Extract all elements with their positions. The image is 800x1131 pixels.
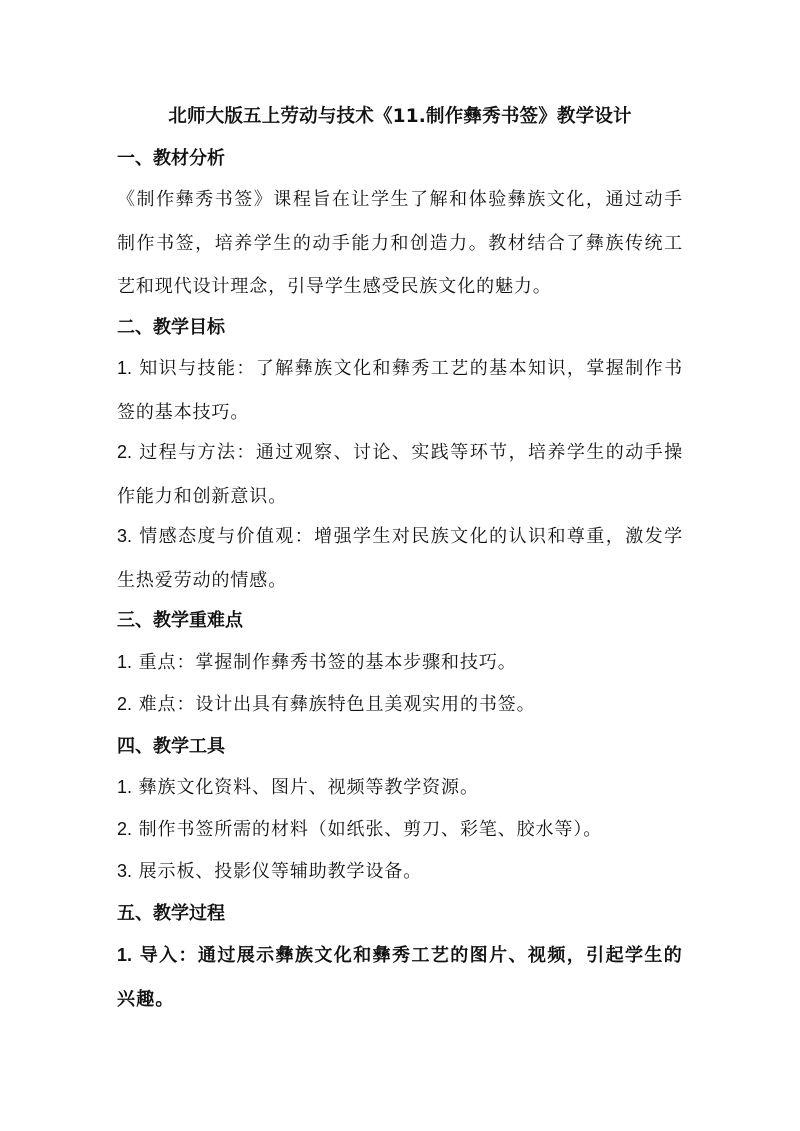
list-item-text: 制作书签所需的材料（如纸张、剪刀、彩笔、胶水等）。: [138, 819, 603, 840]
section-heading-teaching-process: 五、教学过程: [117, 903, 225, 924]
list-item-text: 过程与方法：通过观察、讨论、实践等环节，培养学生的动手操作能力和创新意识。: [117, 442, 683, 507]
list-item: [117, 641, 683, 685]
document-title: 北师大版五上劳动与技术《11.制作彝秀书签》教学设计: [168, 106, 632, 127]
list-item-number: 1.: [117, 777, 133, 797]
list-item-number: 1.: [117, 945, 133, 965]
section-heading-teaching-objectives: 二、教学目标: [117, 317, 225, 338]
list-item-number: 1.: [117, 358, 133, 378]
list-item-number: 3.: [117, 526, 133, 546]
list-item-number: 2.: [117, 694, 133, 714]
list-item-text: 知识与技能：了解彝族文化和彝秀工艺的基本知识，掌握制作书签的基本技巧。: [117, 358, 683, 423]
list-item-number: 2.: [117, 819, 133, 839]
list-item-text: 彝族文化资料、图片、视频等教学资源。: [138, 777, 479, 798]
list-item: [117, 766, 683, 810]
list-item: [117, 850, 683, 894]
list-item: [117, 683, 683, 727]
list-item-number: 1.: [117, 652, 133, 672]
section-paragraph-textbook-analysis: 《制作彝秀书签》课程旨在让学生了解和体验彝族文化，通过动手制作书签，培养学生的动手能力和创造力。教材结合了彝族传统工艺和现代设计理念，引导学生感受民族文化的魅力。: [117, 189, 683, 297]
list-item: [117, 347, 683, 434]
list-item-text: 展示板、投影仪等辅助教学设备。: [138, 861, 423, 882]
list-item: [117, 934, 683, 1021]
section-heading-textbook-analysis: 一、教材分析: [117, 148, 225, 169]
list-item-text: 难点：设计出具有彝族特色且美观实用的书签。: [138, 694, 536, 715]
list-item: [117, 515, 683, 602]
list-item-text: 导入：通过展示彝族文化和彝秀工艺的图片、视频，引起学生的兴趣。: [117, 945, 683, 1010]
list-item-number: 2.: [117, 442, 133, 462]
list-item: [117, 808, 683, 852]
section-heading-key-difficulties: 三、教学重难点: [117, 610, 243, 631]
list-item: [117, 431, 683, 518]
list-item-number: 3.: [117, 861, 133, 881]
section-heading-teaching-tools: 四、教学工具: [117, 736, 225, 757]
list-item-text: 重点：掌握制作彝秀书签的基本步骤和技巧。: [138, 652, 517, 673]
list-item-text: 情感态度与价值观：增强学生对民族文化的认识和尊重，激发学生热爱劳动的情感。: [117, 526, 683, 591]
